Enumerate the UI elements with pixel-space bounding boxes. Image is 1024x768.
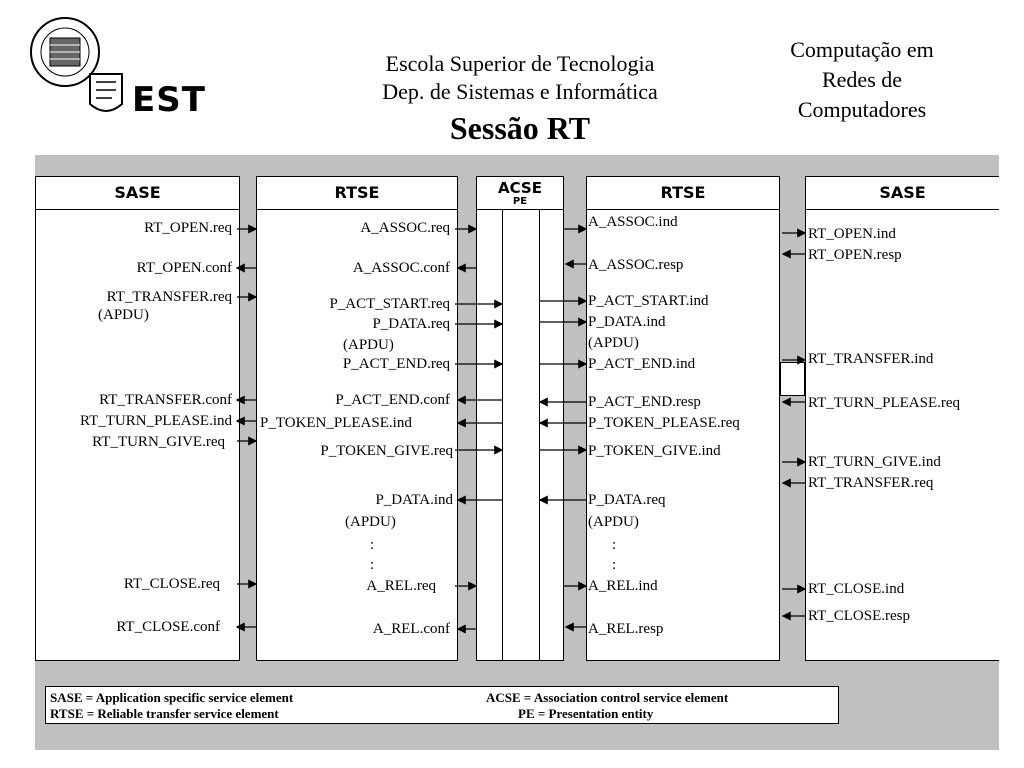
rtse-left-title: RTSE (257, 177, 457, 210)
sase-right-label: RT_OPEN.resp (808, 247, 902, 263)
sase-left-label: RT_TRANSFER.req (106, 289, 232, 305)
rtse-left-label: A_REL.req (366, 578, 436, 594)
sase-left-label: RT_TURN_PLEASE.ind (79, 413, 232, 429)
school-name: Escola Superior de Tecnologia (385, 51, 655, 76)
pe-label: PE (512, 196, 528, 207)
sase-left-label: (APDU) (98, 307, 149, 323)
rtse-left-label: P_TOKEN_GIVE.req (320, 443, 453, 459)
sase-left-label: RT_TRANSFER.conf (99, 392, 232, 408)
sase-right-label: RT_TURN_PLEASE.req (808, 395, 961, 411)
rtse-right-label: (APDU) (588, 335, 639, 351)
rtse-right-label: P_TOKEN_GIVE.ind (588, 443, 721, 459)
rtse-left-label: A_ASSOC.conf (352, 260, 450, 276)
rtse-right-label: : (612, 557, 617, 573)
legend-box (45, 686, 839, 724)
sase-right-label: RT_CLOSE.ind (808, 581, 905, 597)
rtse-right-title: RTSE (587, 177, 779, 210)
acse-divider-left (502, 209, 503, 661)
est-logo (20, 14, 220, 124)
sase-right-label: RT_CLOSE.resp (808, 608, 911, 624)
rtse-left-label: : (370, 557, 375, 573)
rtse-left-label: P_DATA.ind (375, 492, 453, 508)
rtse-right-label: A_ASSOC.resp (588, 257, 684, 273)
sase-left-label: RT_CLOSE.req (123, 576, 220, 592)
course-line-3: Computadores (797, 97, 927, 122)
acse-divider-right (539, 209, 540, 661)
rtse-left-label: (APDU) (345, 514, 396, 530)
rtse-right-label: P_ACT_END.resp (588, 394, 701, 410)
sase-right-label: RT_TRANSFER.req (808, 475, 934, 491)
legend-acse: ACSE = Association control service element (486, 690, 729, 705)
sase-left-title: SASE (36, 177, 239, 210)
rtse-right-label: A_REL.ind (588, 578, 658, 594)
rtse-left-label: : (370, 537, 375, 553)
sase-left-label: RT_TURN_GIVE.req (92, 434, 225, 450)
rtse-left-label: P_TOKEN_PLEASE.ind (260, 415, 412, 431)
rtse-left-label: P_ACT_START.req (329, 296, 450, 312)
rtse-left-label: (APDU) (343, 337, 394, 353)
sase-left-label: RT_OPEN.conf (136, 260, 232, 276)
rtse-right-label: A_ASSOC.ind (588, 214, 678, 230)
legend-pe: PE = Presentation entity (518, 706, 654, 721)
course-line-1: Computação em (790, 37, 934, 62)
sase-left-label: RT_CLOSE.conf (116, 619, 220, 635)
legend-sase: SASE = Application specific service element (50, 690, 294, 705)
slide-header (0, 0, 1024, 152)
rtse-right-label: (APDU) (588, 514, 639, 530)
sase-right-label: RT_TURN_GIVE.ind (808, 454, 941, 470)
rtse-right-label: P_DATA.ind (588, 314, 666, 330)
department-name: Dep. de Sistemas e Informática (382, 79, 658, 104)
connector-box (780, 362, 805, 396)
rtse-right-label: P_ACT_START.ind (588, 293, 709, 309)
logo-text: EST (132, 80, 206, 120)
sase-left-label: RT_OPEN.req (144, 220, 232, 236)
sase-right-label: RT_OPEN.ind (808, 226, 896, 242)
page-title: Sessão RT (449, 110, 591, 146)
acse-title (477, 177, 563, 210)
rtse-right-label: P_TOKEN_PLEASE.req (588, 415, 740, 431)
rtse-left-label: P_ACT_END.req (342, 356, 450, 372)
acse-panel (476, 176, 564, 661)
acse-label: ACSE (498, 179, 542, 197)
rtse-right-label: : (612, 537, 617, 553)
sase-right-label: RT_TRANSFER.ind (808, 351, 934, 367)
rtse-left-label: A_ASSOC.req (360, 220, 450, 236)
course-line-2: Redes de (821, 67, 903, 92)
sase-right-title: SASE (806, 177, 999, 210)
rtse-left-label: P_DATA.req (372, 316, 450, 332)
rtse-left-label: P_ACT_END.conf (335, 392, 450, 408)
legend-rtse: RTSE = Reliable transfer service element (50, 706, 279, 721)
rtse-left-label: A_REL.conf (372, 621, 450, 637)
rtse-right-label: P_DATA.req (588, 492, 666, 508)
rtse-right-label: P_ACT_END.ind (588, 356, 696, 372)
rtse-right-label: A_REL.resp (588, 621, 664, 637)
